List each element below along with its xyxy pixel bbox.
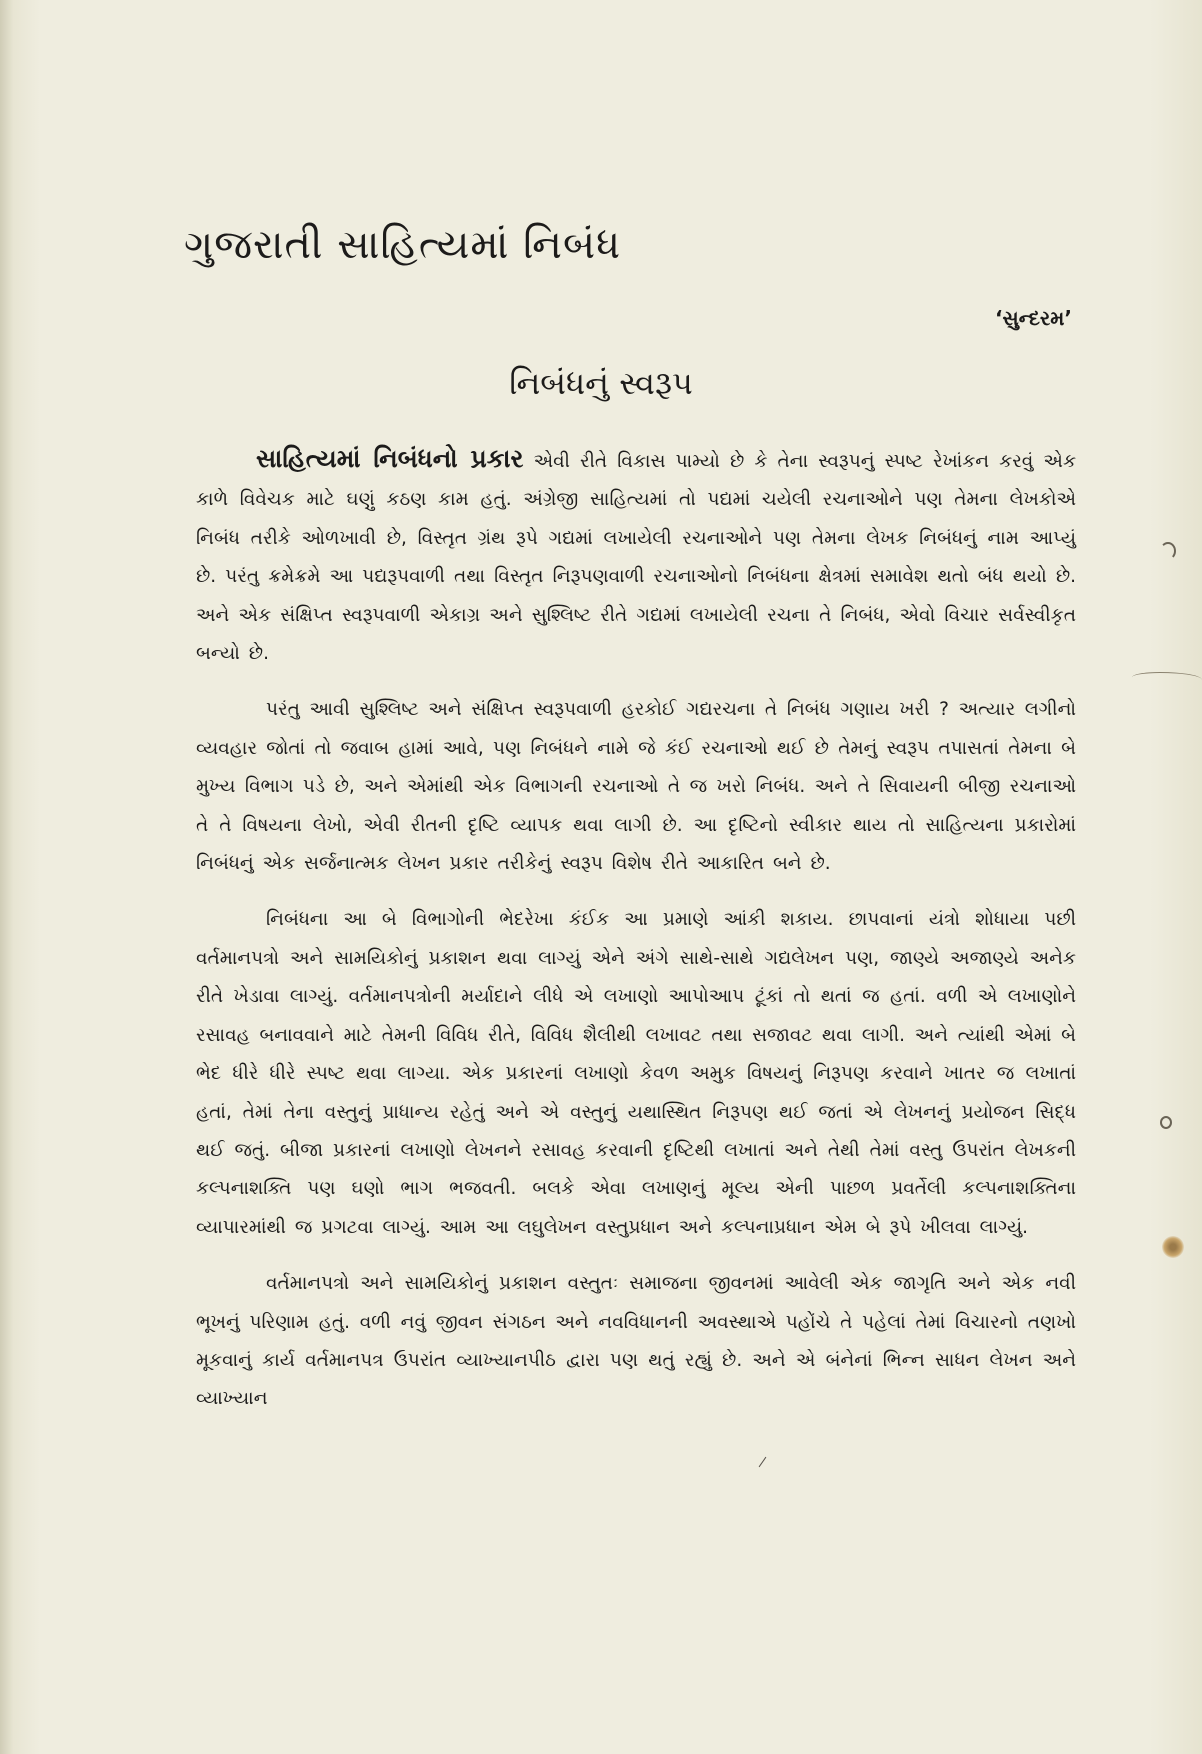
page-left-edge: [0, 0, 14, 1754]
paper-mark-hook: [1160, 542, 1176, 560]
paragraph-1: [196, 440, 1076, 673]
author-name: ‘સુન્દરમ’: [994, 306, 1072, 330]
paragraph-3: નિબંધના આ બે વિભાગોની ભેદરેખા કંઈક આ પ્રમાણે આંકી શકાય. છાપવાનાં યંત્રો શોધાયા પછી વર્તમાનપત્રો અને સામયિકોનું પ્રકાશન થવા લાગ્યું એને અંગે સાથે-સાથે ગદ્યલેખન પણ, જાણ્યે અજાણ્યે અનેક રીતે ખેડાવા લાગ્યું. વર્તમાનપત્રોની મર્યાદાને લીધે એ લખાણો આપોઆપ ટૂંકાં તો થતાં જ હતાં. વળી એ લખાણોને રસાવહ બનાવવાને માટે તેમની વિવિધ રીતે, વિવિધ શૈલીથી લખાવટ તથા સજાવટ થવા લાગી. અને ત્યાંથી એમાં બે ભેદ ધીરે ધીરે સ્પષ્ટ થવા લાગ્યા. એક પ્રકારનાં લખાણો કેવળ અમુક વિષયનું નિરૂપણ કરવાને ખાતર જ લખાતાં હતાં, તેમાં તેના વસ્તુનું પ્રાધાન્ય રહેતું અને એ વસ્તુનું યથાસ્થિત નિરૂપણ થઈ જતાં એ લેખનનું પ્રયોજન સિદ્ધ થઈ જતું. બીજા પ્રકારનાં લખાણો લેખનને રસાવહ કરવાની દૃષ્ટિથી લખાતાં અને તેથી તેમાં વસ્તુ ઉપરાંત લેખકની કલ્પનાશક્તિ પણ ઘણો ભાગ ભજવતી. બલકે એવા લખાણનું મૂલ્ય એની પાછળ પ્રવર્તેલી કલ્પનાશક્તિના વ્યાપારમાંથી જ પ્રગટવા લાગ્યું. આમ આ લઘુલેખન વસ્તુપ્રધાન અને કલ્પનાપ્રધાન એમ બે રૂપે ખીલવા લાગ્યું.: [196, 909, 1076, 1238]
paragraph-1-lead: સાહિત્યમાં નિબંધનો પ્રકાર: [256, 444, 524, 473]
section-heading: નિબંધનું સ્વરૂપ: [509, 364, 693, 402]
paper-mark-ring: [1160, 1116, 1172, 1129]
article-title: ગુજરાતી સાહિત્યમાં નિબંધ: [184, 222, 622, 268]
paragraph-2: પરંતુ આવી સુશ્લિષ્ટ અને સંક્ષિપ્ત સ્વરૂપવાળી હરકોઈ ગદ્યરચના તે નિબંધ ગણાય ખરી ? અત્યાર લગીનો વ્યવહાર જોતાં તો જવાબ હામાં આવે, પણ નિબંધને નામે જે કંઈ રચનાઓ થઈ છે તેમનું સ્વરૂપ તપાસતાં તેમના બે મુખ્ય વિભાગ પડે છે, અને એમાંથી એક વિભાગની રચનાઓ તે જ ખરો નિબંધ. અને તે સિવાયની બીજી રચનાઓ તે તે વિષયના લેખો, એવી રીતની દૃષ્ટિ વ્યાપક થવા લાગી છે. આ દૃષ્ટિનો સ્વીકાર થાય તો સાહિત્યના પ્રકારોમાં નિબંધનું એક સર્જનાત્મક લેખન પ્રકાર તરીકેનું સ્વરૂપ વિશેષ રીતે આકારિત બને છે.: [196, 699, 1076, 875]
paper-tear-mark: [1132, 672, 1202, 685]
article-body: [196, 440, 1076, 1437]
paper-stain: [1162, 1236, 1184, 1258]
paragraph-4: વર્તમાનપત્રો અને સામયિકોનું પ્રકાશન વસ્તુતઃ સમાજના જીવનમાં આવેલી એક જાગૃતિ અને એક નવી ભૂખનું પરિણામ હતું. વળી નવું જીવન સંગઠન અને નવવિધાનની અવસ્થાએ પહોંચે તે પહેલાં તેમાં વિચારનો તણખો મૂકવાનું કાર્ય વર્તમાનપત્ર ઉપરાંત વ્યાખ્યાનપીઠ દ્વારા પણ થતું રહ્યું છે. અને એ બંનેનાં ભિન્ન સાધન લેખન અને વ્યાખ્યાન: [196, 1273, 1076, 1410]
paragraph-1-text: એવી રીતે વિકાસ પામ્યો છે કે તેના સ્વરૂપનું સ્પષ્ટ રેખાંકન કરવું એક કાળે વિવેચક માટે ઘણું કઠણ કામ હતું. અંગ્રેજી સાહિત્યમાં તો પદ્યમાં ચયેલી રચનાઓને પણ તેમના લેખકોએ નિબંધ તરીકે ઓળખાવી છે, વિસ્તૃત ગ્રંથ રૂપે ગદ્યમાં લખાયેલી રચનાઓને પણ તેમના લેખક નિબંધનું નામ આપ્યું છે. પરંતુ ક્રમેક્રમે આ પદ્યરૂપવાળી તથા વિસ્તૃત નિરૂપણવાળી રચનાઓનો નિબંધના ક્ષેત્રમાં સમાવેશ થતો બંધ થયો છે. અને એક સંક્ષિપ્ત સ્વરૂપવાળી એકાગ્ર અને સુશ્લિષ્ટ રીતે ગદ્યમાં લખાયેલી રચના તે નિબંધ, એવો વિચાર સર્વસ્વીકૃત બન્યો છે.: [196, 451, 1077, 665]
